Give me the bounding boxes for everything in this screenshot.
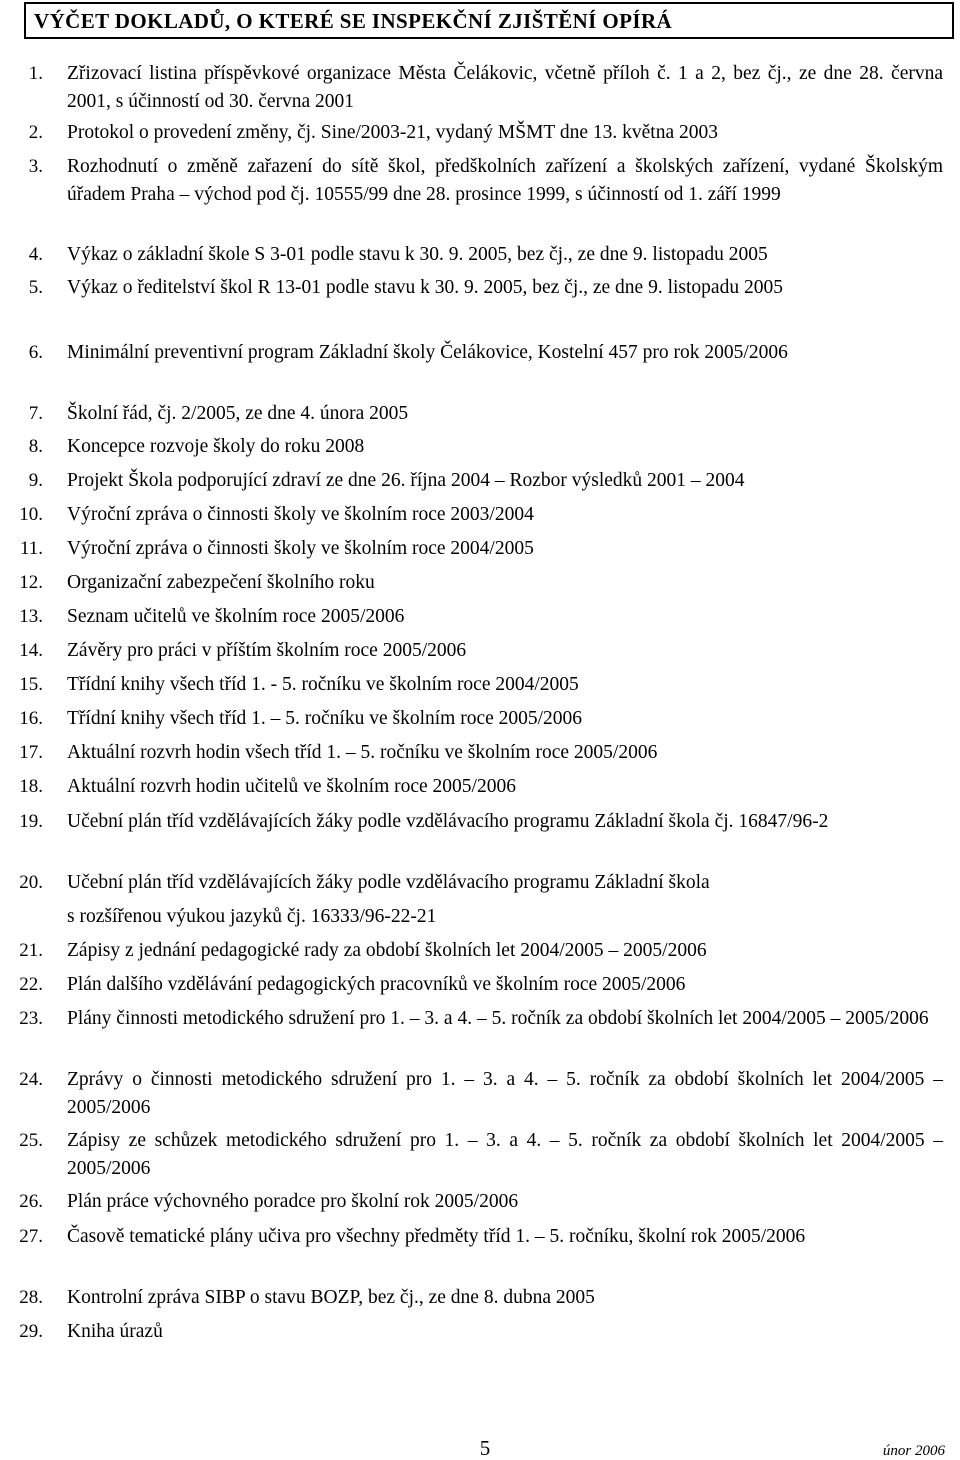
item-text: Plán práce výchovného poradce pro školní rok 2005/2006 bbox=[67, 1191, 519, 1212]
item-text: Seznam učitelů ve školním roce 2005/2006 bbox=[67, 606, 405, 627]
item-number: 26. bbox=[19, 1191, 43, 1212]
item-text: Třídní knihy všech tříd 1. – 5. ročníku ve školním roce 2005/2006 bbox=[67, 708, 583, 729]
item-number: 7. bbox=[28, 403, 43, 424]
item-number: 6. bbox=[28, 342, 43, 363]
item-text: Výroční zpráva o činnosti školy ve školním roce 2004/2005 bbox=[67, 538, 534, 559]
item-text: Zápisy z jednání pedagogické rady za období školních let 2004/2005 – 2005/2006 bbox=[67, 940, 707, 961]
item-text: Zápisy ze schůzek metodického sdružení pro 1. – 3. a 4. – 5. ročník za období školních let 2004/2005 – 2005/2006 bbox=[67, 1130, 943, 1179]
item-number: 11. bbox=[19, 538, 43, 559]
item-text: Výkaz o základní škole S 3-01 podle stavu k 30. 9. 2005, bez čj., ze dne 9. listopadu 2005 bbox=[67, 244, 768, 265]
item-text: Výkaz o ředitelství škol R 13-01 podle stavu k 30. 9. 2005, bez čj., ze dne 9. listopadu 2005 bbox=[67, 277, 783, 298]
item-text: Aktuální rozvrh hodin všech tříd 1. – 5. ročníku ve školním roce 2005/2006 bbox=[67, 742, 658, 763]
item-text: Učební plán tříd vzdělávajících žáky podle vzdělávacího programu Základní škola bbox=[67, 872, 710, 893]
item-number: 1. bbox=[28, 63, 43, 84]
item-number: 5. bbox=[28, 277, 43, 298]
item-number: 8. bbox=[28, 436, 43, 457]
item-number: 14. bbox=[19, 640, 43, 661]
item-text: Závěry pro práci v příštím školním roce 2005/2006 bbox=[67, 640, 467, 661]
item-number: 13. bbox=[19, 606, 43, 627]
item-number: 3. bbox=[28, 156, 43, 177]
item-text: Třídní knihy všech tříd 1. - 5. ročníku ve školním roce 2004/2005 bbox=[67, 674, 579, 695]
item-text: Protokol o provedení změny, čj. Sine/2003-21, vydaný MŠMT dne 13. května 2003 bbox=[67, 122, 719, 143]
item-text: Plány činnosti metodického sdružení pro 1. – 3. a 4. – 5. ročník za období školních let 2004/2005 – 2005/2006 bbox=[67, 1008, 929, 1029]
page-number: 5 bbox=[479, 1436, 491, 1460]
item-number: 19. bbox=[19, 811, 43, 832]
item-text: Časově tematické plány učiva pro všechny předměty tříd 1. – 5. ročníku, školní rok 2005/2006 bbox=[67, 1226, 806, 1247]
item-text: Učební plán tříd vzdělávajících žáky podle vzdělávacího programu Základní škola čj. 16847/96-2 bbox=[67, 811, 829, 832]
item-text: Plán dalšího vzdělávání pedagogických pracovníků ve školním roce 2005/2006 bbox=[67, 974, 686, 995]
item-text: Školní řád, čj. 2/2005, ze dne 4. února 2005 bbox=[67, 403, 409, 424]
item-number: 25. bbox=[19, 1130, 43, 1151]
item-text: Rozhodnutí o změně zařazení do sítě škol, předškolních zařízení a školských zařízení, vydané Školským úřadem Praha – východ pod čj. 10555/99 dne 28. prosince 1999, s účinností od 1. září 1999 bbox=[67, 156, 943, 205]
item-text-continuation: s rozšířenou výukou jazyků čj. 16333/96-22-21 bbox=[67, 906, 437, 927]
item-number: 10. bbox=[19, 504, 43, 525]
page-title: VÝČET DOKLADŮ, O KTERÉ SE INSPEKČNÍ ZJIŠTĚNÍ OPÍRÁ bbox=[34, 9, 673, 33]
footer-date: únor 2006 bbox=[882, 1443, 945, 1459]
item-number: 15. bbox=[19, 674, 43, 695]
item-text: Kniha úrazů bbox=[67, 1321, 163, 1342]
item-number: 21. bbox=[19, 940, 43, 961]
item-text: Zprávy o činnosti metodického sdružení pro 1. – 3. a 4. – 5. ročník za období školních let 2004/2005 – 2005/2006 bbox=[67, 1069, 943, 1118]
item-text: Koncepce rozvoje školy do roku 2008 bbox=[67, 436, 365, 457]
item-text: Výroční zpráva o činnosti školy ve školním roce 2003/2004 bbox=[67, 504, 534, 525]
item-text: Kontrolní zpráva SIBP o stavu BOZP, bez čj., ze dne 8. dubna 2005 bbox=[67, 1287, 595, 1308]
item-text: Minimální preventivní program Základní školy Čelákovice, Kostelní 457 pro rok 2005/2006 bbox=[67, 342, 788, 363]
item-text: Aktuální rozvrh hodin učitelů ve školním roce 2005/2006 bbox=[67, 776, 516, 797]
item-number: 12. bbox=[19, 572, 43, 593]
item-number: 22. bbox=[19, 974, 43, 995]
item-number: 23. bbox=[19, 1008, 43, 1029]
item-number: 4. bbox=[28, 244, 43, 265]
item-number: 29. bbox=[19, 1321, 43, 1342]
item-number: 16. bbox=[19, 708, 43, 729]
item-number: 28. bbox=[19, 1287, 43, 1308]
item-number: 9. bbox=[28, 470, 43, 491]
item-number: 18. bbox=[19, 776, 43, 797]
item-text: Projekt Škola podporující zdraví ze dne 26. října 2004 – Rozbor výsledků 2001 – 2004 bbox=[67, 470, 745, 491]
item-text: Organizační zabezpečení školního roku bbox=[67, 572, 375, 593]
item-number: 20. bbox=[19, 872, 43, 893]
item-number: 2. bbox=[28, 122, 43, 143]
item-number: 27. bbox=[19, 1226, 43, 1247]
item-number: 17. bbox=[19, 742, 43, 763]
item-text: Zřizovací listina příspěvkové organizace Města Čelákovic, včetně příloh č. 1 a 2, bez čj., ze dne 28. června 2001, s účinností od 30. června 2001 bbox=[67, 63, 943, 112]
item-number: 24. bbox=[19, 1069, 43, 1090]
